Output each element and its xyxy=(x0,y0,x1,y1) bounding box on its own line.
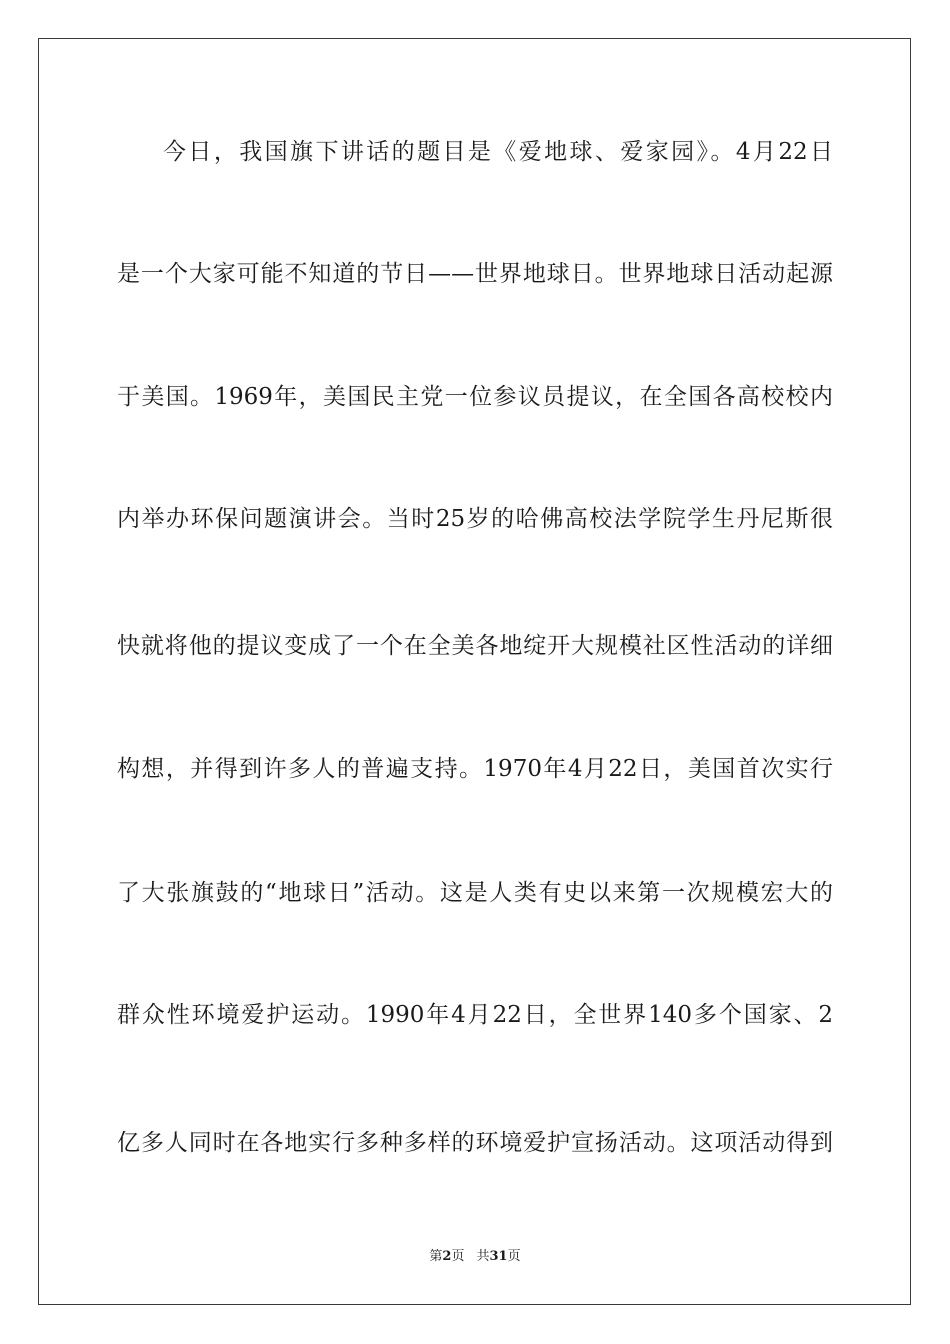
body-line-7: 了大张旗鼓的“地球日”活动。这是人类有史以来第一次规模宏大的 xyxy=(117,880,833,906)
page-number: 2 xyxy=(442,1249,452,1264)
page-border xyxy=(38,38,911,1305)
body-line-9: 亿多人同时在各地实行多种多样的环境爱护宣扬活动。这项活动得到 xyxy=(117,1130,833,1156)
page-footer xyxy=(0,1248,950,1266)
body-line-2: 是一个大家可能不知道的节日——世界地球日。世界地球日活动起源 xyxy=(117,261,833,287)
page-prefix: 第 xyxy=(429,1249,443,1264)
total-suffix: 页 xyxy=(507,1249,521,1264)
total-prefix: 共 xyxy=(476,1249,490,1264)
body-line-4: 内举办环保问题演讲会。当时25岁的哈佛高校法学院学生丹尼斯很 xyxy=(117,506,833,532)
body-line-6: 构想，并得到许多人的普遍支持。1970年4月22日，美国首次实行 xyxy=(117,756,833,782)
body-line-5: 快就将他的提议变成了一个在全美各地绽开大规模社区性活动的详细 xyxy=(117,633,833,659)
body-line-8: 群众性环境爱护运动。1990年4月22日，全世界140多个国家、2 xyxy=(117,1002,833,1028)
page-suffix: 页 xyxy=(451,1249,465,1264)
body-line-1: 今日，我国旗下讲话的题目是《爱地球、爱家园》。4月22日 xyxy=(163,139,833,165)
total-pages: 31 xyxy=(489,1249,508,1264)
body-line-3: 于美国。1969年，美国民主党一位参议员提议，在全国各高校校内 xyxy=(117,384,833,410)
